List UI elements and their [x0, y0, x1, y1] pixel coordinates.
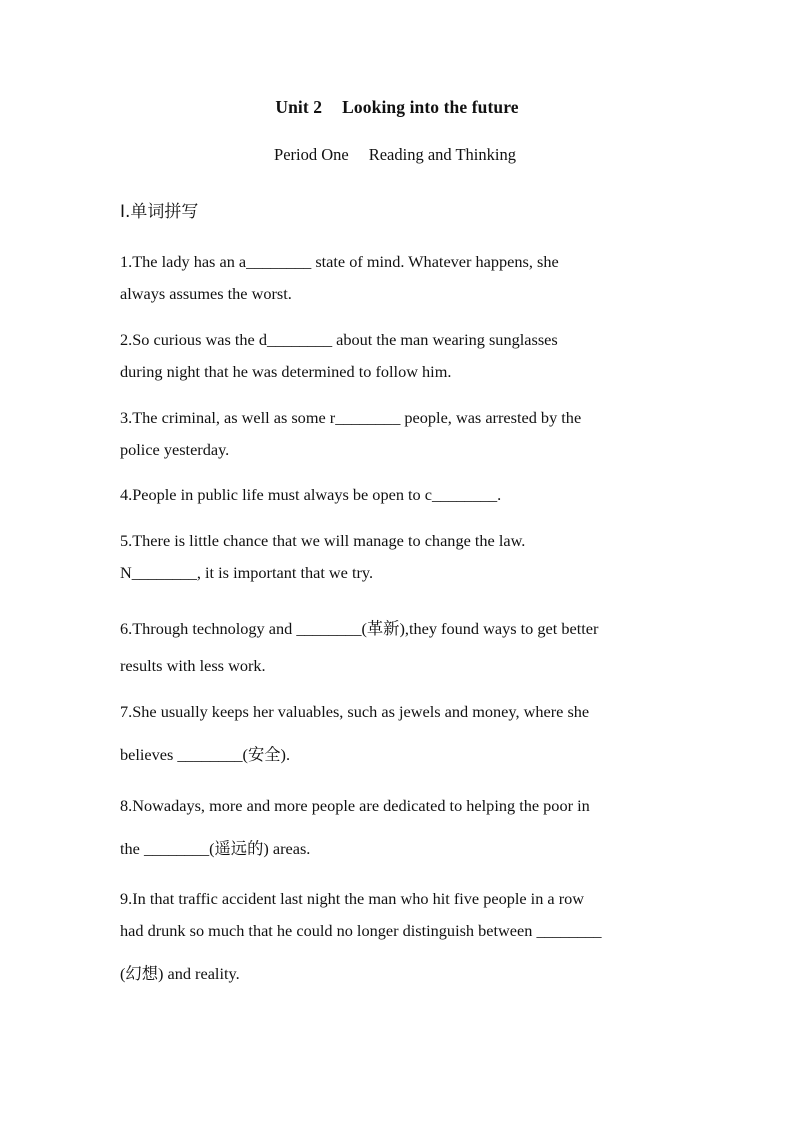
question-line: 9.In that traffic accident last night the man who hit five people in a row — [120, 889, 585, 908]
question-line: always assumes the worst. — [120, 284, 292, 303]
question-line: 6.Through technology and ________(革新),they found ways to get better — [120, 619, 599, 638]
question-line: believes ________(安全). — [120, 745, 291, 764]
question-line: 4.People in public life must always be open to c________. — [120, 485, 502, 504]
question-line: the ________(遥远的) areas. — [120, 839, 311, 858]
question-line: N________, it is important that we try. — [120, 563, 374, 582]
question-line: results with less work. — [120, 656, 266, 675]
period-title: Reading and Thinking — [368, 145, 516, 164]
question-line: 1.The lady has an a________ state of mind. Whatever happens, she — [120, 252, 559, 271]
question-line: police yesterday. — [120, 440, 230, 459]
question-line: 5.There is little chance that we will manage to change the law. — [120, 531, 526, 550]
page-title — [0, 97, 794, 118]
question-line: 7.She usually keeps her valuables, such as jewels and money, where she — [120, 702, 590, 721]
section-heading: Ⅰ.单词拼写 — [120, 202, 199, 222]
question-line: during night that he was determined to follow him. — [120, 362, 452, 381]
unit-title: Looking into the future — [342, 97, 519, 117]
question-line: 3.The criminal, as well as some r________ people, was arrested by the — [120, 408, 582, 427]
page-subtitle — [0, 145, 790, 165]
question-line: 2.So curious was the d________ about the man wearing sunglasses — [120, 330, 558, 349]
question-line: 8.Nowadays, more and more people are dedicated to helping the poor in — [120, 796, 590, 815]
period-label: Period One — [274, 145, 349, 164]
question-line: had drunk so much that he could no longer distinguish between ________ — [120, 921, 602, 940]
question-line: (幻想) and reality. — [120, 964, 240, 983]
unit-number: Unit 2 — [275, 97, 323, 117]
